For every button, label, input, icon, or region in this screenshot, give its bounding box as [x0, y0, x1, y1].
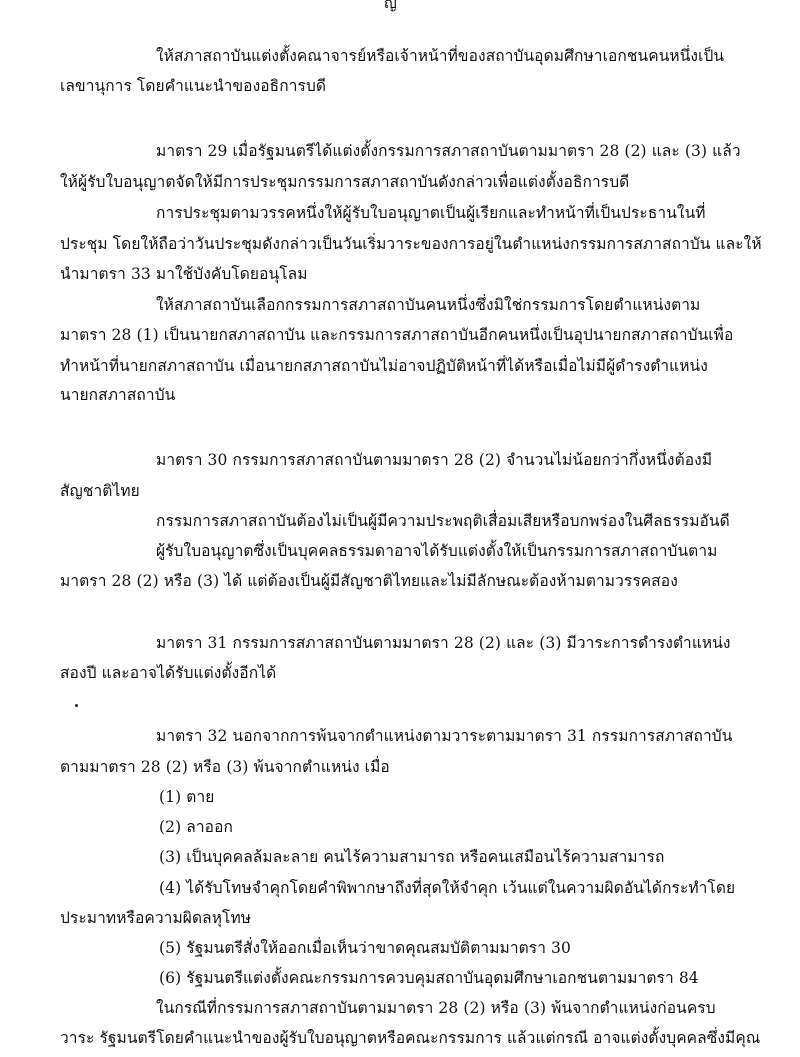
text-line: วาระ รัฐมนตรีโดยคำแนะนำของผู้รับใบอนุญาตหรือคณะกรรมการ แล้วแต่กรณี อาจแต่งตั้งบุคคลซึ่งมีคุณ [60, 1029, 761, 1047]
text-line: มาตรา 30 กรรมการสภาสถาบันตามมาตรา 28 (2) จำนวนไม่น้อยกว่ากึ่งหนึ่งต้องมี [156, 451, 713, 469]
text-line: สองปี และอาจได้รับแต่งตั้งอีกได้ [60, 664, 277, 682]
text-line: กรรมการสภาสถาบันต้องไม่เป็นผู้มีความประพฤติเสื่อมเสียหรือบกพร่องในศีลธรรมอันดี [156, 512, 730, 530]
text-line: ประชุม โดยให้ถือว่าวันประชุมดังกล่าวเป็นวันเริ่มวาระของการอยู่ในตำแหน่งกรรมการสภาสถาบัน และให้ [60, 235, 762, 253]
text-line: มาตรา 29 เมื่อรัฐมนตรีได้แต่งตั้งกรรมการสภาสถาบันตามมาตรา 28 (2) และ (3) แล้ว [156, 142, 741, 160]
text-line: (5) รัฐมนตรีสั่งให้ออกเมื่อเห็นว่าขาดคุณสมบัติตามมาตรา 30 [159, 939, 571, 957]
text-line: ให้สภาสถาบันเลือกกรรมการสภาสถาบันคนหนึ่งซึ่งมิใช่กรรมการโดยตำแหน่งตาม [156, 296, 701, 314]
text-line: การประชุมตามวรรคหนึ่งให้ผู้รับใบอนุญาตเป็นผู้เรียกและทำหน้าที่เป็นประธานในที่ [156, 204, 706, 222]
text-line: มาตรา 28 (2) หรือ (3) ได้ แต่ต้องเป็นผู้มีสัญชาติไทยและไม่มีลักษณะต้องห้ามตามวรรคสอง [60, 572, 678, 590]
text-line: (1) ตาย [159, 788, 215, 806]
text-line: ผู้รับใบอนุญาตซึ่งเป็นบุคคลธรรมดาอาจได้รับแต่งตั้งให้เป็นกรรมการสภาสถาบันตาม [156, 542, 718, 560]
text-line: ให้สภาสถาบันแต่งตั้งคณาจารย์หรือเจ้าหน้าที่ของสถาบันอุดมศึกษาเอกชนคนหนึ่งเป็น [156, 47, 725, 65]
text-line: (3) เป็นบุคคลล้มละลาย คนไร้ความสามารถ หรือคนเสมือนไร้ความสามารถ [159, 848, 665, 866]
text-line: นายกสภาสถาบัน [60, 386, 176, 404]
text-line: ในกรณีที่กรรมการสภาสถาบันตามมาตรา 28 (2) หรือ (3) พ้นจากตำแหน่งก่อนครบ [156, 999, 716, 1017]
text-line: มาตรา 28 (1) เป็นนายกสภาสถาบัน และกรรมการสภาสถาบันอีกคนหนึ่งเป็นอุปนายกสภาสถาบันเพื่อ [60, 326, 734, 344]
text-line: นำมาตรา 33 มาใช้บังคับโดยอนุโลม [60, 265, 308, 283]
scan-speck [75, 704, 78, 707]
text-line: ให้ผู้รับใบอนุญาตจัดให้มีการประชุมกรรมการสภาสถาบันดังกล่าวเพื่อแต่งตั้งอธิการบดี [60, 173, 630, 191]
text-line: (4) ได้รับโทษจำคุกโดยคำพิพากษาถึงที่สุดให้จำคุก เว้นแต่ในความผิดอันได้กระทำโดย [159, 879, 736, 897]
text-line: ประมาทหรือความผิดลหุโทษ [60, 909, 252, 927]
text-line: (6) รัฐมนตรีแต่งตั้งคณะกรรมการควบคุมสถาบันอุดมศึกษาเอกชนตามมาตรา 84 [159, 969, 699, 987]
text-line: (2) ลาออก [159, 818, 233, 836]
text-line: ตามมาตรา 28 (2) หรือ (3) พ้นจากตำแหน่ง เมื่อ [60, 758, 390, 776]
text-line: สัญชาติไทย [60, 482, 140, 500]
text-line: ทำหน้าที่นายกสภาสถาบัน เมื่อนายกสภาสถาบันไม่อาจปฏิบัติหน้าที่ได้หรือเมื่อไม่มีผู้ดำรงตำแหน่ง [60, 357, 708, 375]
text-line: มาตรา 32 นอกจากการพ้นจากตำแหน่งตามวาระตามมาตรา 31 กรรมการสภาสถาบัน [156, 727, 733, 745]
page-top-fragment: ญ [384, 0, 397, 12]
text-line: มาตรา 31 กรรมการสภาสถาบันตามมาตรา 28 (2) และ (3) มีวาระการดำรงตำแหน่ง [156, 634, 731, 652]
text-line: เลขานุการ โดยคำแนะนำของอธิการบดี [60, 77, 327, 95]
